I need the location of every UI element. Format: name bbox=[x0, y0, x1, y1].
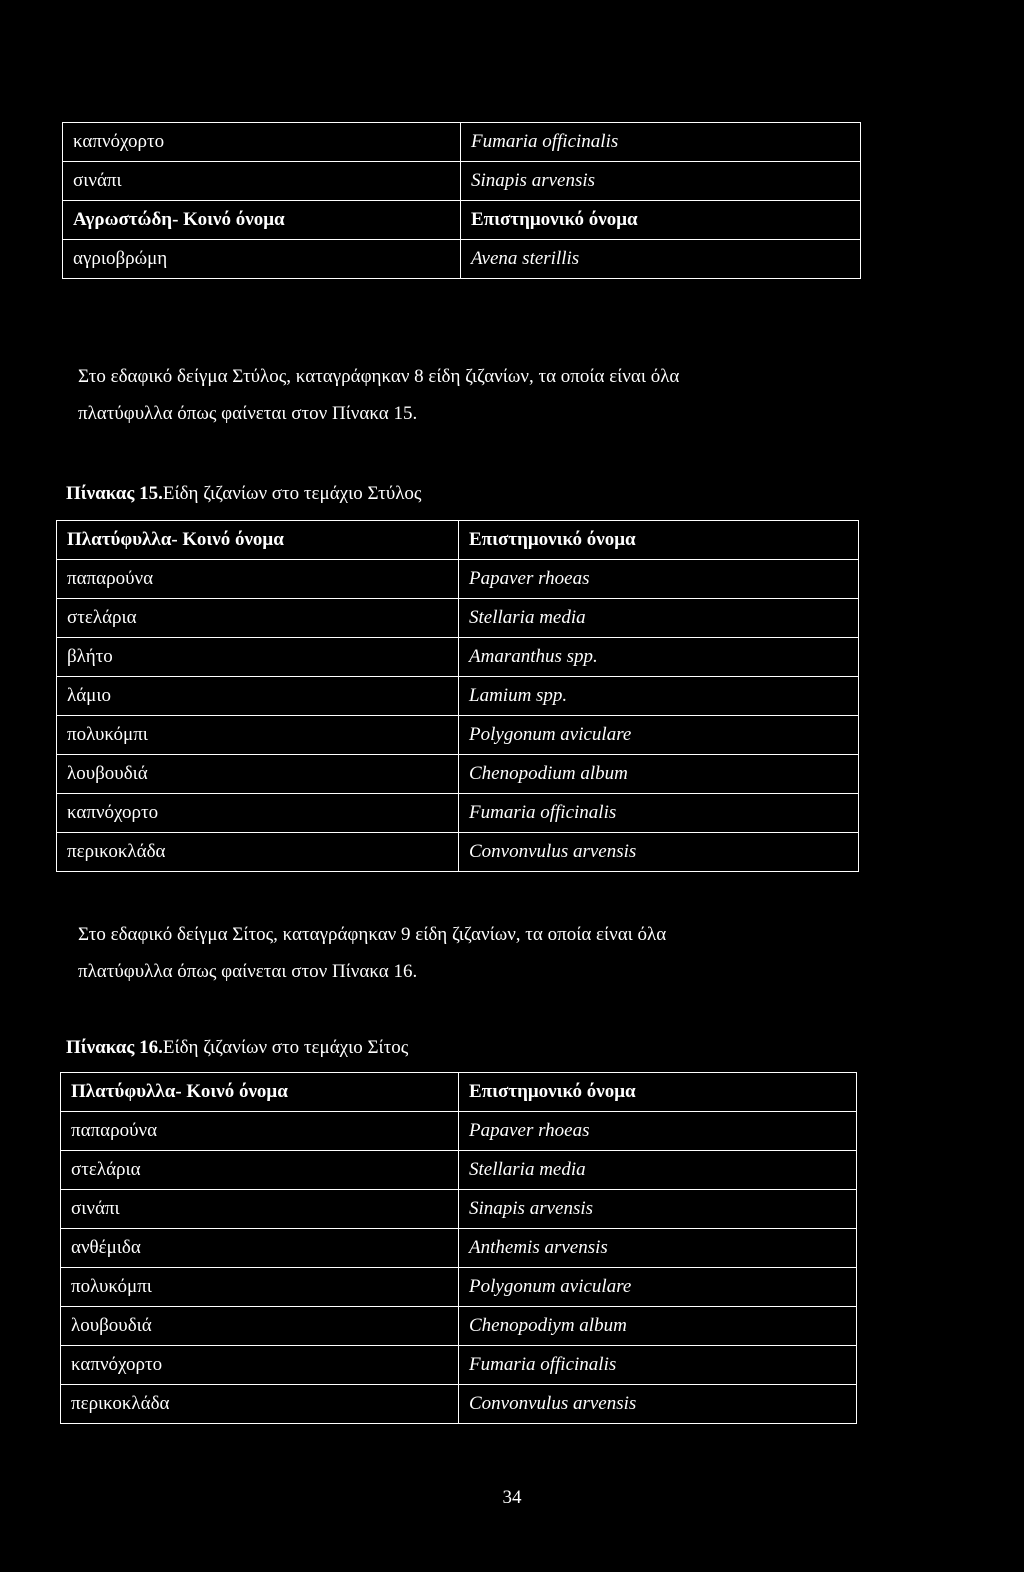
common-name-cell: παπαρούνα bbox=[61, 1112, 459, 1151]
scientific-name-cell: Lamium spp. bbox=[459, 677, 859, 716]
table-15-header-common: Πλατύφυλλα- Κοινό όνομα bbox=[57, 521, 459, 560]
scientific-name-cell: Chenopodium album bbox=[459, 755, 859, 794]
table-row bbox=[61, 1151, 857, 1190]
common-name-cell: αγριοβρώμη bbox=[63, 240, 461, 279]
paragraph-sitos bbox=[78, 916, 850, 990]
scientific-name-cell: Chenopodiym album bbox=[459, 1307, 857, 1346]
table-row bbox=[57, 599, 859, 638]
common-name-cell: πολυκόμπι bbox=[57, 716, 459, 755]
table-row bbox=[63, 240, 861, 279]
paragraph-sitos-line-2: πλατύφυλλα όπως φαίνεται στον Πίνακα 16. bbox=[78, 961, 418, 982]
paragraph-stylos-line-2: πλατύφυλλα όπως φαίνεται στον Πίνακα 15. bbox=[78, 403, 418, 424]
scientific-name-cell: Convonvulus arvensis bbox=[459, 833, 859, 872]
table-16 bbox=[60, 1072, 857, 1424]
table-row bbox=[57, 833, 859, 872]
common-name-cell: περικοκλάδα bbox=[57, 833, 459, 872]
table-row bbox=[61, 1307, 857, 1346]
table-row bbox=[61, 1229, 857, 1268]
table-row bbox=[57, 755, 859, 794]
common-name-cell: Αγρωστώδη- Κοινό όνομα bbox=[63, 201, 461, 240]
paragraph-sitos-line-1: Στο εδαφικό δείγμα Σίτος, καταγράφηκαν 9 είδη ζιζανίων, τα οποία είναι όλα bbox=[78, 924, 667, 945]
paragraph-stylos-line-1: Στο εδαφικό δείγμα Στύλος, καταγράφηκαν 8 είδη ζιζανίων, τα οποία είναι όλα bbox=[78, 366, 680, 387]
table-15 bbox=[56, 520, 859, 872]
table-16-header-common: Πλατύφυλλα- Κοινό όνομα bbox=[61, 1073, 459, 1112]
common-name-cell: περικοκλάδα bbox=[61, 1385, 459, 1424]
table-row bbox=[57, 638, 859, 677]
paragraph-stylos bbox=[78, 358, 850, 432]
table-row bbox=[57, 560, 859, 599]
common-name-cell: σινάπι bbox=[63, 162, 461, 201]
table-16-rows bbox=[61, 1112, 857, 1424]
common-name-cell: παπαρούνα bbox=[57, 560, 459, 599]
table-16-header-scientific: Επιστημονικό όνομα bbox=[459, 1073, 857, 1112]
scientific-name-cell: Fumaria officinalis bbox=[459, 794, 859, 833]
common-name-cell: στελάρια bbox=[57, 599, 459, 638]
table-row bbox=[61, 1268, 857, 1307]
common-name-cell: καπνόχορτο bbox=[61, 1346, 459, 1385]
weeds-table-continued bbox=[62, 122, 861, 279]
scientific-name-cell: Fumaria officinalis bbox=[459, 1346, 857, 1385]
common-name-cell: καπνόχορτο bbox=[57, 794, 459, 833]
scientific-name-cell: Sinapis arvensis bbox=[459, 1190, 857, 1229]
scientific-name-cell: Polygonum aviculare bbox=[459, 1268, 857, 1307]
table-row bbox=[57, 677, 859, 716]
table-15-caption-label: Πίνακας 15. bbox=[66, 483, 163, 504]
table-16-header-row bbox=[61, 1073, 857, 1112]
table-row bbox=[61, 1190, 857, 1229]
table-row bbox=[57, 794, 859, 833]
common-name-cell: λάμιο bbox=[57, 677, 459, 716]
table-16-caption-text: Είδη ζιζανίων στο τεμάχιο Σίτος bbox=[162, 1037, 409, 1058]
common-name-cell: στελάρια bbox=[61, 1151, 459, 1190]
scientific-name-cell: Convonvulus arvensis bbox=[459, 1385, 857, 1424]
table-15-body bbox=[57, 521, 859, 560]
common-name-cell: λουβουδιά bbox=[57, 755, 459, 794]
table-row bbox=[61, 1385, 857, 1424]
scientific-name-cell: Polygonum aviculare bbox=[459, 716, 859, 755]
page-number: 34 bbox=[502, 1487, 522, 1508]
common-name-cell: ανθέμιδα bbox=[61, 1229, 459, 1268]
scientific-name-cell: Sinapis arvensis bbox=[461, 162, 861, 201]
common-name-cell: λουβουδιά bbox=[61, 1307, 459, 1346]
scientific-name-cell: Stellaria media bbox=[459, 1151, 857, 1190]
scientific-name-cell: Stellaria media bbox=[459, 599, 859, 638]
scientific-name-cell: Papaver rhoeas bbox=[459, 560, 859, 599]
common-name-cell: βλήτο bbox=[57, 638, 459, 677]
table-15-rows bbox=[57, 560, 859, 872]
table-16-body bbox=[61, 1073, 857, 1112]
table-row bbox=[57, 716, 859, 755]
table-15-caption-text: Είδη ζιζανίων στο τεμάχιο Στύλος bbox=[162, 483, 422, 504]
table-15-header-row bbox=[57, 521, 859, 560]
table-row bbox=[61, 1112, 857, 1151]
table-16-caption-label: Πίνακας 16. bbox=[66, 1037, 163, 1058]
scientific-name-cell: Επιστημονικό όνομα bbox=[461, 201, 861, 240]
weeds-table-continued-body bbox=[63, 123, 861, 279]
scientific-name-cell: Fumaria officinalis bbox=[461, 123, 861, 162]
table-row bbox=[63, 123, 861, 162]
table-15-header-scientific: Επιστημονικό όνομα bbox=[459, 521, 859, 560]
scientific-name-cell: Anthemis arvensis bbox=[459, 1229, 857, 1268]
common-name-cell: πολυκόμπι bbox=[61, 1268, 459, 1307]
common-name-cell: σινάπι bbox=[61, 1190, 459, 1229]
scientific-name-cell: Papaver rhoeas bbox=[459, 1112, 857, 1151]
table-row bbox=[63, 162, 861, 201]
scientific-name-cell: Avena sterillis bbox=[461, 240, 861, 279]
table-row bbox=[61, 1346, 857, 1385]
table-15-caption bbox=[66, 480, 421, 508]
common-name-cell: καπνόχορτο bbox=[63, 123, 461, 162]
table-16-caption bbox=[66, 1034, 408, 1062]
scientific-name-cell: Amaranthus spp. bbox=[459, 638, 859, 677]
table-row bbox=[63, 201, 861, 240]
